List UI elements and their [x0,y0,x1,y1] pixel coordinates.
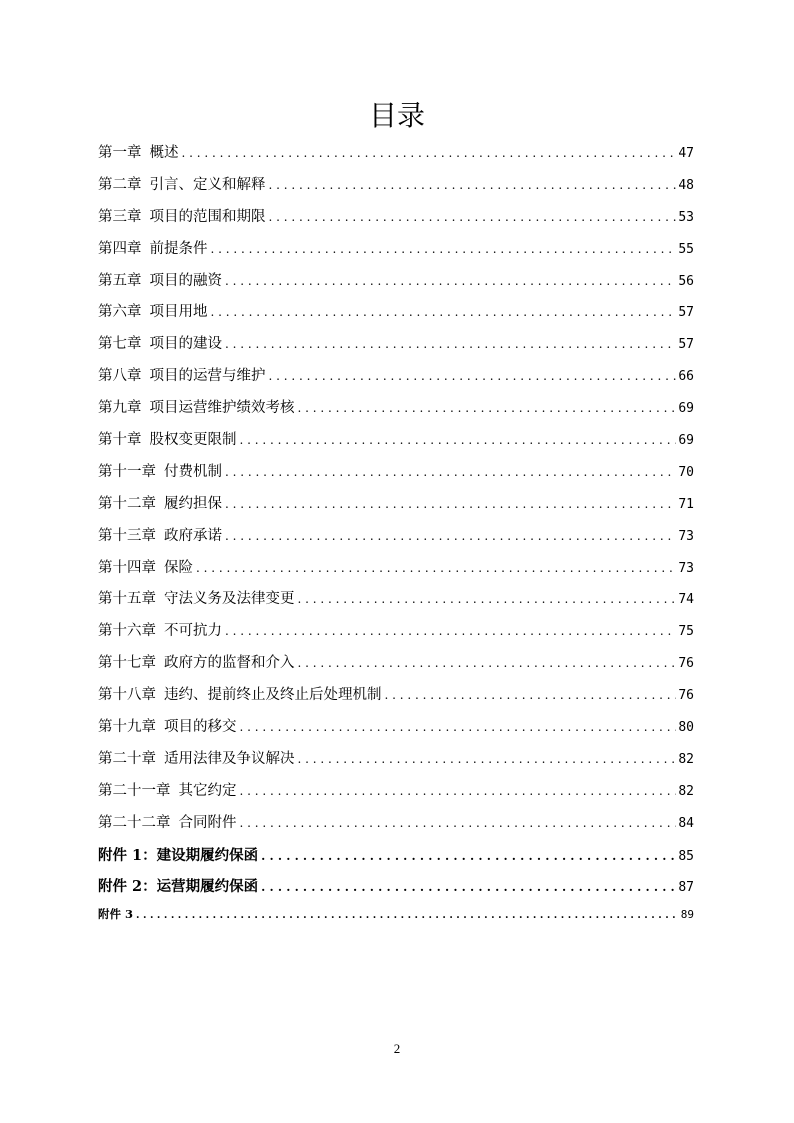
toc-entry-label [98,329,222,361]
toc-chapter: 第十七章 [98,655,156,672]
toc-dot-leader [222,457,676,489]
toc-dot-leader [207,297,676,329]
toc-page-number: 82 [678,751,694,767]
toc-chapter: 第十八章 [98,687,156,704]
toc-dot-leader [265,170,676,202]
toc-dot-leader [178,138,676,170]
toc-chapter: 第二十一章 [98,782,171,799]
toc-page-number: 76 [678,688,694,704]
toc-dot-leader [222,489,676,521]
toc-appendix-entry[interactable] [98,840,694,872]
toc-dot-leader [236,712,676,744]
toc-entry-label [98,680,381,712]
toc-entry[interactable] [98,776,694,808]
toc-chapter: 第八章 [98,368,142,385]
toc-dot-leader [265,202,676,234]
toc-entry-label [98,553,193,585]
toc-chapter: 第十一章 [98,463,156,480]
toc-title: 政府方的监督和介入 [163,655,295,672]
toc-entry[interactable] [98,584,694,616]
toc-entry-label [98,871,258,903]
toc-page-number: 74 [678,592,694,608]
toc-page-number: 80 [678,720,694,736]
toc-chapter: 第二章 [98,176,142,193]
toc-title: 项目的融资 [149,272,222,289]
toc-entry[interactable] [98,266,694,298]
toc-title: 其它约定 [178,782,237,799]
toc-page-number: 69 [678,401,694,417]
toc-title: 合同附件 [178,814,237,831]
toc-entry-label [98,457,222,489]
toc-page-number: 57 [678,305,694,321]
toc-title: 建设期履约保函 [156,846,259,864]
toc-dot-leader [294,648,676,680]
toc-title: 前提条件 [149,240,208,257]
toc-title: 守法义务及法律变更 [163,591,295,608]
toc-dot-leader [222,521,676,553]
toc-title: 不可抗力 [163,623,222,640]
toc-title: 项目的建设 [149,336,222,353]
toc-title: 政府承诺 [163,527,222,544]
toc-entry[interactable] [98,202,694,234]
toc-page-number: 73 [678,560,694,576]
toc-page-number: 85 [678,848,694,864]
toc-entry-label [98,521,222,553]
toc-dot-leader [133,905,679,927]
toc-entry[interactable] [98,808,694,840]
toc-page-number: 69 [678,433,694,449]
toc-dot-leader [294,393,676,425]
toc-dot-leader [236,808,676,840]
toc-title: 保险 [163,559,193,576]
toc-entry[interactable] [98,234,694,266]
toc-chapter: 第三章 [98,208,142,225]
toc-dot-leader [236,425,676,457]
toc-chapter: 第十二章 [98,495,156,512]
toc-dot-leader [294,584,676,616]
toc-entry[interactable] [98,361,694,393]
toc-chapter: 第六章 [98,304,142,321]
toc-title: 项目的运营与维护 [149,368,266,385]
toc-page-number: 70 [678,464,694,480]
toc-appendix-label: 附件 3 [98,907,134,922]
toc-appendix-entry[interactable] [98,871,694,903]
table-of-contents [98,138,694,925]
toc-entry-label [98,393,294,425]
toc-title: 适用法律及争议解决 [163,750,295,767]
toc-entry-label [98,808,236,840]
toc-entry-label [98,616,222,648]
toc-chapter: 第十六章 [98,623,156,640]
toc-page-number: 66 [678,369,694,385]
toc-entry[interactable] [98,712,694,744]
toc-page-number: 89 [680,908,694,922]
toc-entry-label [98,234,207,266]
toc-page-number: 47 [678,146,694,161]
toc-entry-label [98,489,222,521]
toc-entry-label [98,584,294,616]
toc-page-number: 71 [678,496,694,512]
toc-appendix-label: 附件 2： [98,878,157,896]
toc-entry[interactable] [98,648,694,680]
toc-page-number: 75 [678,624,694,640]
toc-entry[interactable] [98,170,694,202]
toc-entry-label [98,712,236,744]
toc-entry-label [98,266,222,298]
toc-entry[interactable] [98,393,694,425]
toc-page-number: 48 [678,177,694,193]
toc-page-number: 76 [678,656,694,672]
toc-entry[interactable] [98,329,694,361]
toc-dot-leader [207,234,676,266]
toc-entry[interactable] [98,553,694,585]
toc-dot-leader [222,329,676,361]
toc-title: 履约担保 [163,495,222,512]
toc-title: 项目的移交 [163,719,237,736]
toc-appendix-label: 附件 1： [98,846,157,864]
toc-chapter: 第二十二章 [98,814,171,831]
toc-chapter: 第九章 [98,400,142,417]
toc-entry-label [98,744,294,776]
toc-entry[interactable] [98,521,694,553]
toc-title: 引言、定义和解释 [149,176,266,193]
toc-entry-label [98,840,258,872]
toc-entry-label [98,297,207,329]
toc-entry-label [98,648,294,680]
toc-entry[interactable] [98,297,694,329]
toc-page-number: 73 [678,528,694,544]
toc-entry-label [98,776,236,808]
toc-page-number: 56 [678,273,694,289]
toc-title: 违约、提前终止及终止后处理机制 [163,687,382,704]
toc-dot-leader [236,776,676,808]
page-title: 目录 [368,99,425,132]
toc-chapter: 第一章 [98,145,142,161]
toc-title: 项目用地 [149,304,208,321]
toc-appendix-entry[interactable] [98,903,694,925]
toc-dot-leader [193,553,676,585]
toc-page-number: 53 [678,209,694,225]
toc-title: 股权变更限制 [149,432,237,449]
toc-dot-leader [381,680,676,712]
toc-entry[interactable] [98,138,694,170]
toc-page-number: 84 [678,815,694,831]
toc-chapter: 第十九章 [98,719,156,736]
toc-chapter: 第十四章 [98,559,156,576]
toc-title: 运营期履约保函 [156,878,259,896]
toc-entry-label [98,361,265,393]
toc-chapter: 第二十章 [98,750,156,767]
toc-entry-label [98,170,265,202]
toc-page-number: 55 [678,241,694,257]
toc-title: 付费机制 [163,463,222,480]
toc-page-number: 82 [678,783,694,799]
toc-dot-leader [222,266,676,298]
toc-entry[interactable] [98,489,694,521]
toc-entry[interactable] [98,680,694,712]
page-number: 2 [393,1041,401,1056]
toc-dot-leader [258,841,676,873]
toc-entry-label [98,202,265,234]
toc-page-number: 87 [678,880,694,896]
toc-chapter: 第十章 [98,432,142,449]
toc-chapter: 第十三章 [98,527,156,544]
toc-title: 项目的范围和期限 [149,208,266,225]
toc-entry[interactable] [98,425,694,457]
toc-chapter: 第四章 [98,240,142,257]
toc-chapter: 第七章 [98,336,142,353]
toc-entry[interactable] [98,616,694,648]
toc-dot-leader [222,616,676,648]
toc-dot-leader [294,744,676,776]
toc-chapter: 第十五章 [98,591,156,608]
toc-title: 项目运营维护绩效考核 [149,400,295,417]
toc-page-number: 57 [678,337,694,353]
toc-entry[interactable] [98,744,694,776]
toc-entry-label [98,425,236,457]
toc-entry-label [98,903,133,925]
toc-dot-leader [265,361,676,393]
toc-entry[interactable] [98,457,694,489]
toc-dot-leader [258,872,676,904]
toc-title: 概述 [149,145,179,161]
toc-chapter: 第五章 [98,272,142,289]
toc-entry-label [98,138,178,170]
